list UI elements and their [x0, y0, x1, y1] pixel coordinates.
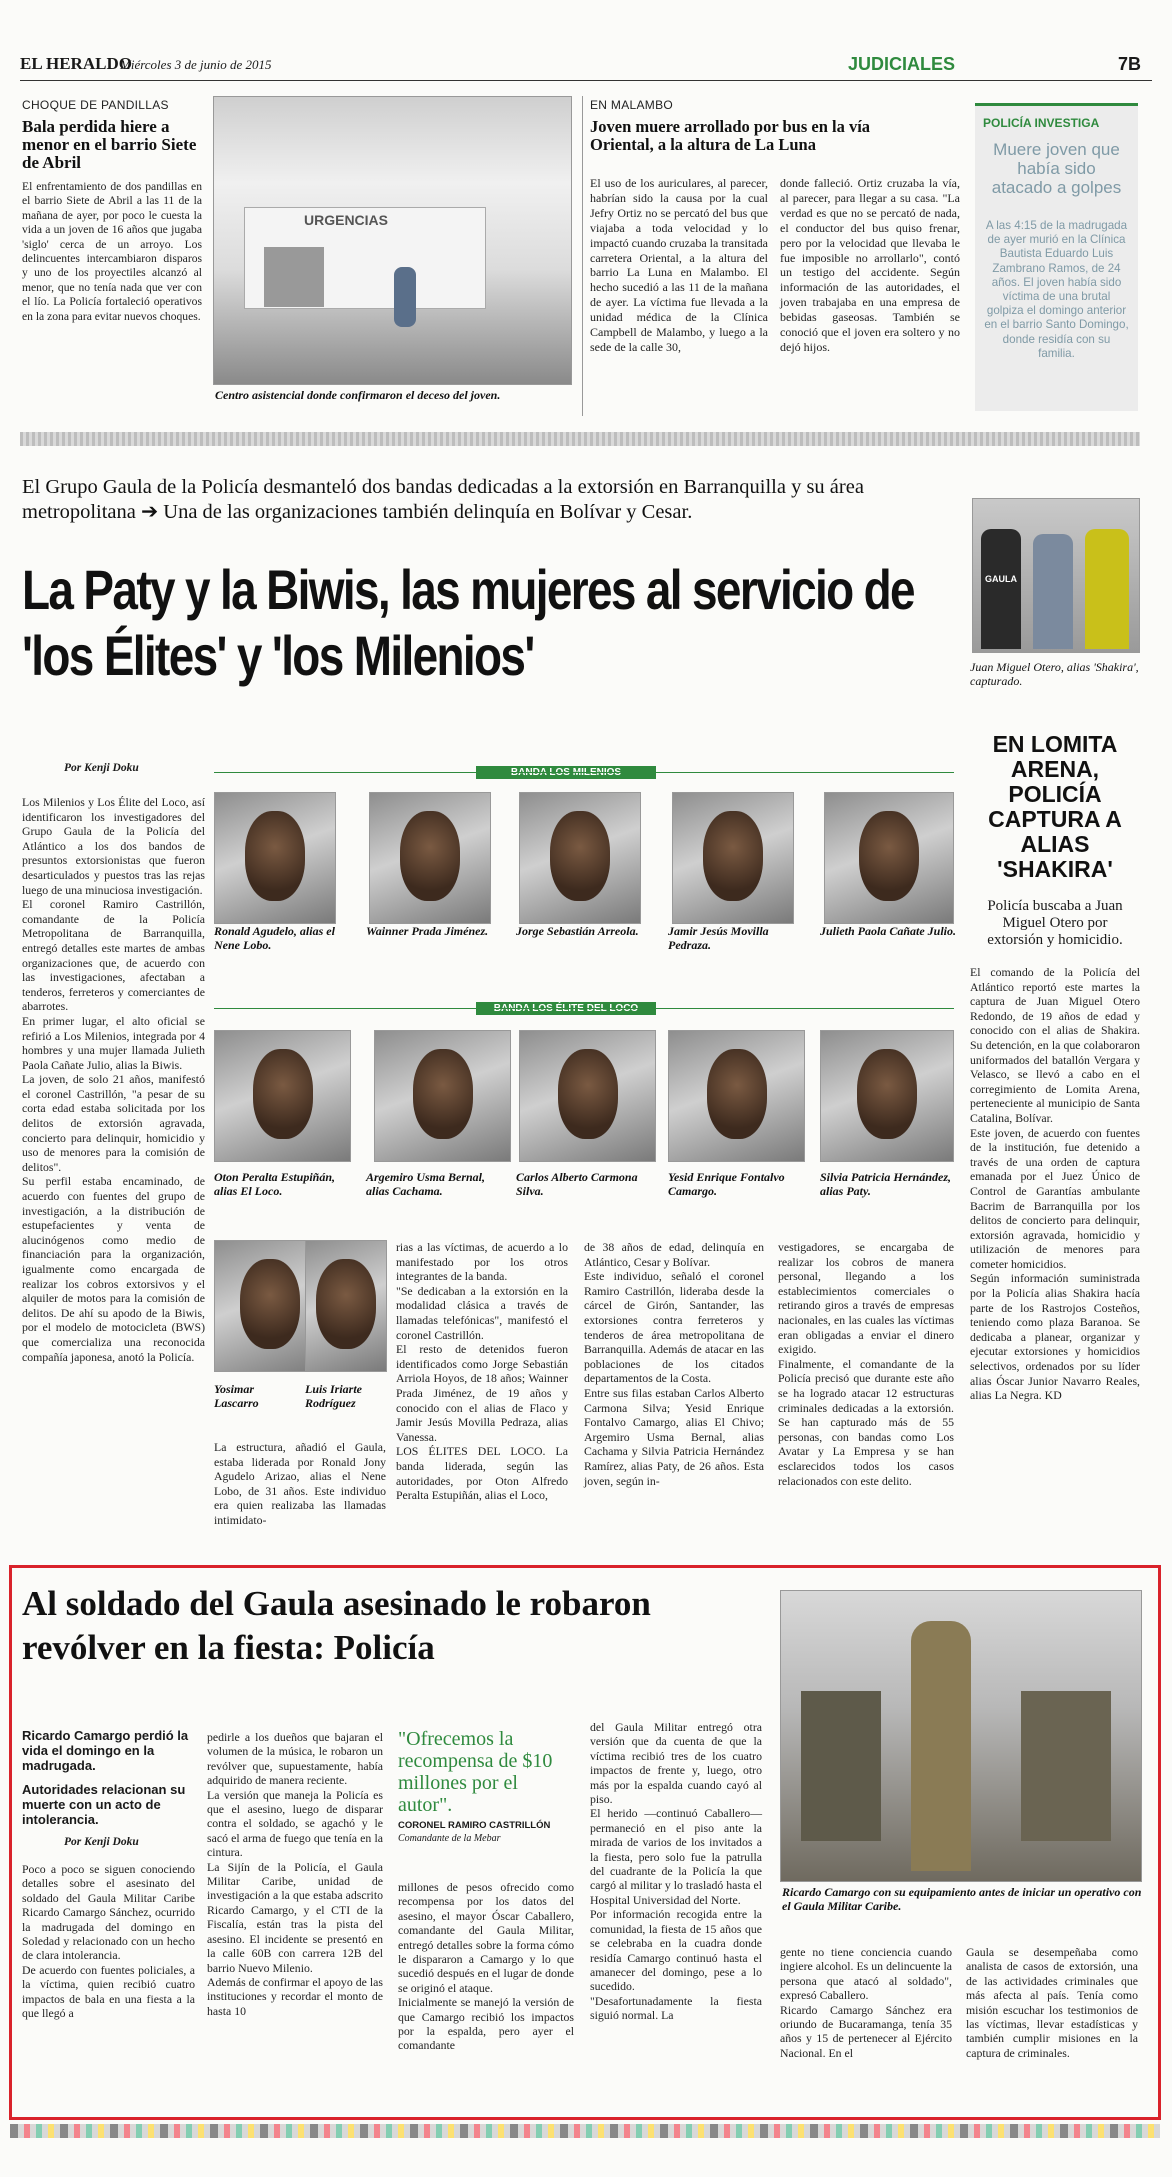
main-col3: rias a las víctimas, de acuerdo a lo manifestado por los otros integrantes de la banda. "Se dedicaban a la extorsión en la modalidad clásica a través de llamadas telefónicas", manifestó el coronel Castrillón. El resto de detenidos fueron identificados como Jorge Sebastián Arriola Hoyos, de 18 años; Wainner Prada Jiménez, de 19 años y conocido con el alias de Flaco y Jamir Jesús Movilla Pedraza, alias Vanessa. LOS ÉLITES DEL LOCO. La banda liderada, según las autoridades, por Oton Alfredo Peralta Estupiñán, alias el Loco,: [396, 1240, 568, 1503]
story-kicker: CHOQUE DE PANDILLAS: [22, 98, 169, 112]
story-pandillas: [22, 98, 202, 410]
story-headline: Bala perdida hiere a menor en el barrio Siete de Abril: [22, 117, 197, 172]
mugshot-caption: Jamir Jesús Movilla Pedraza.: [668, 924, 769, 952]
gaula-vest-text: GAULA: [985, 574, 1017, 584]
page-header: [20, 50, 1152, 81]
story-headline: Joven muere arrollado por bus en la vía Oriental, a la altura de La Luna: [590, 117, 871, 154]
quote-author: CORONEL RAMIRO CASTRILLÓN: [398, 1820, 551, 1831]
mugshot-caption: Ronald Agudelo, alias el Nene Lobo.: [214, 924, 335, 952]
mugshot-caption: Yesid Enrique Fontalvo Camargo.: [668, 1170, 785, 1198]
band1-photos: [214, 792, 959, 952]
main-deck: El Grupo Gaula de la Policía desmanteló dos bandas dedicadas a la extorsión en Barranquilla y su área metropolitana ➔ Una de las organizaciones también delinquía en Bolívar y Cesar.: [22, 476, 864, 523]
mugshot-caption: Yosimar Lascarro: [214, 1382, 259, 1410]
shakira-photo: [972, 498, 1140, 653]
urgencias-sign: URGENCIAS: [304, 212, 389, 228]
lead-1: Ricardo Camargo perdió la vida el domingo en la madrugada.: [22, 1728, 189, 1773]
story-col1: El uso de los auriculares, al parecer, habrían sido la causa por la cual Jefry Ortiz no se percató del bus que viajaba a toda velocidad y lo impactó cuando cruzaba la transitada carretera Oriental, a la altura del barrio La Luna en Malambo. El hecho sucedió a las 11 de la mañana de ayer. La víctima fue llevada a la unidad médica de la Clínica Campbell de Malambo, y luego a la sede de la calle 30,: [590, 176, 768, 354]
story-kicker: EN MALAMBO: [590, 98, 674, 112]
section-divider: [20, 432, 1140, 446]
story-malambo: [590, 98, 963, 413]
shakira-photo-caption: Juan Miguel Otero, alias 'Shakira', capturado.: [970, 660, 1139, 688]
mugshot-caption: Jorge Sebastián Arreola.: [516, 924, 639, 938]
story-col2: donde falleció. Ortiz cruzaba la vía, al parecer, para llegar a su casa. "La verdad es que no se percató de nada, el conductor del bus quiso frenar, pero por la velocidad que llevaba le fue imposible no arrollarlo", contó un testigo del accidente. Según información de las autoridades, el joven trabajaba en una empresa de bebidas gaseosas. También se conoció que el joven era soltero y no dejó hijos.: [780, 176, 960, 354]
band2-line: [214, 1008, 954, 1009]
paper-name: EL HERALDO: [20, 54, 132, 73]
main-headline: La Paty y la Biwis, las mujeres al servicio de 'los Élites' y 'los Milenios': [22, 558, 914, 687]
page-date: Miércoles 3 de junio de 2015: [120, 57, 272, 72]
box-headline: Muere joven que había sido atacado a golpes: [991, 140, 1122, 197]
policia-investiga-box: [975, 103, 1138, 411]
box-label: POLICÍA INVESTIGA: [983, 116, 1100, 130]
sidebar-body: El comando de la Policía del Atlántico reportó este martes la captura de Juan Miguel Otero Redondo, de 19 años de edad y conocido con el alias de Shakira. Su detención, en la que colaboraron uniformados del batallón Vergara y Velasco, se llevó a cabo en el corregimiento de Lomita Arena, perteneciente al municipio de Santa Catalina, Bolívar. Este joven, de acuerdo con fuentes de la institución, fue detenido a través de una orden de captura emanada por el Juez Único de Control de Garantías ambulante Bacrim de Barranquilla por los delitos de concierto para delinquir, extorsión agravada, homicidio y utilización de menores para cometer homicidios. Según información suministrada por la Policía alias Shakira hacía parte de los Rastrojos Costeños, teniendo como plaza Baranoa. Se dedicaba a planear, organizar y ejecutar extorsiones y homicidios selectivos, ordenados por su líder alias Óscar Junior Navarro Reales, alias La Negra. KD: [970, 965, 1140, 1403]
hospital-photo: [213, 96, 572, 385]
hospital-photo-caption: Centro asistencial donde confirmaron el deceso del joven.: [215, 388, 501, 402]
mugshot: [668, 1030, 805, 1162]
lead-2: Autoridades relacionan su muerte con un acto de intolerancia.: [22, 1782, 186, 1827]
bottom-byline: Por Kenji Doku: [64, 1836, 139, 1848]
pull-quote: "Ofrecemos la recompensa de $10 millones por el autor".: [398, 1728, 553, 1816]
mugshot: [305, 1240, 387, 1372]
mugshot: [519, 1030, 656, 1162]
mugshot: [519, 792, 641, 924]
quote-role: Comandante de la Mebar: [398, 1833, 501, 1844]
soldier-photo-caption: Ricardo Camargo con su equipamiento antes de iniciar un operativo con el Gaula Militar Caribe.: [782, 1885, 1142, 1913]
main-col5: vestigadores, se encargaba de realizar los cobros de manera personal, llegando a los establecimientos comerciales o retirando giros a través de empresas nacionales, en las cuales las víctimas eran obligadas a enviar el dinero exigido. Finalmente, el comandante de la Policía precisó que durante este año se ha logrado atacar 12 estructuras criminales dedicadas a la extorsión. Se han capturado más de 55 personas, con bandas como Los Avatar y La Empresa y se han esclarecidos todos los casos relacionados con este delito.: [778, 1240, 954, 1488]
print-registration-bar: [10, 2124, 1160, 2138]
mugshot-caption: Luis Iriarte Rodríguez: [305, 1382, 363, 1410]
byline: Por Kenji Doku: [64, 762, 139, 774]
bottom-headline: Al soldado del Gaula asesinado le robaron revólver en la fiesta: Policía: [22, 1584, 651, 1667]
mugshot: [672, 792, 794, 924]
mugshot: [820, 1030, 954, 1162]
story-body: El enfrentamiento de dos pandillas en el barrio Siete de Abril a las 11 de la mañana de ayer, por poco le cuesta la vida a un joven de 16 años que jugaba 'siglo' cerca de un arroyo. Los delincuentes intercambiaron disparos y uno de los proyectiles alcanzó al menor, que no tenía nada que ver con el lío. La Policía fortaleció operativos en la zona para evitar nuevos choques.: [22, 180, 202, 323]
mugshot: [374, 1030, 511, 1162]
section-name: JUDICIALES: [848, 54, 956, 74]
soldier-photo: [780, 1590, 1142, 1882]
bottom-col6: Gaula se desempeñaba como analista de casos de extorsión, una de las actividades criminales que más afecta al país. Tenía como misión escuchar los testimonios de las víctimas, llevar estadísticas y también cumplir misiones en la captura de criminales.: [966, 1945, 1138, 2060]
mugshot-caption: Carlos Alberto Carmona Silva.: [516, 1170, 638, 1198]
mugshot-caption: Oton Peralta Estupiñán, alias El Loco.: [214, 1170, 336, 1198]
main-col4: de 38 años de edad, delinquía en Atlántico, Cesar y Bolívar. Este individuo, señaló el coronel Ramiro Castrillón, lideraba desde la cárcel de Girón, Santander, las extorsiones contra ferreteros y tenderos de área metropolitana de Barranquilla. Además de atacar en las poblaciones de los citados departamentos de la Costa. Entre sus filas estaban Carlos Alberto Carmona Silva; Yesid Enrique Fontalvo Camargo, alias El Chivo; Argemiro Usma Bernal, alias Cachama y Silvia Patricia Hernández Ramírez, alias Paty, de 26 años. Esta joven, según in-: [584, 1240, 764, 1488]
mugshot: [214, 1030, 351, 1162]
mugshot: [369, 792, 491, 924]
mugshot-caption: Silvia Patricia Hernández, alias Paty.: [820, 1170, 952, 1198]
mugshot-caption: Argemiro Usma Bernal, alias Cachama.: [366, 1170, 486, 1198]
mugshot-caption: Wainner Prada Jiménez.: [366, 924, 489, 938]
mugshot-caption: Julieth Paola Cañate Julio.: [820, 924, 957, 938]
bottom-col5: gente no tiene conciencia cuando ingiere alcohol. Es un delincuente la persona que atacó al soldado", expresó Caballero. Ricardo Camargo Sánchez era oriundo de Bucaramanga, tenía 35 años y 15 de pertenecer al Ejército Nacional. En el: [780, 1945, 952, 2060]
main-col2: La estructura, añadió el Gaula, estaba liderada por Ronald Jony Agudelo Arizao, alias el Nene Lobo, de 31 años. Este individuo era quien realizaba las llamadas intimidato-: [214, 1440, 386, 1527]
band1-line: [214, 772, 954, 773]
mugshot: [214, 792, 336, 924]
bottom-col1: Poco a poco se siguen conociendo detalles sobre el asesinato del soldado del Gaula Militar Caribe Ricardo Camargo Sánchez, ocurrido la madrugada del domingo en Soledad y relacionado con un hecho de clara intolerancia. De acuerdo con fuentes policiales, a la víctima, quien recibió cuatro impactos de bala en una fiesta a la que llegó a: [22, 1862, 195, 2021]
mugshot: [824, 792, 954, 924]
box-body: A las 4:15 de la madrugada de ayer murió en la Clínica Bautista Eduardo Luis Zambrano Ramos, de 24 años. El joven había sido víctima de una brutal golpiza el domingo anterior en el barrio Santo Domingo, donde residía con su familia.: [984, 219, 1129, 360]
sidebar-deck: Policía buscaba a Juan Miguel Otero por extorsión y homicidio.: [987, 898, 1123, 948]
band2-photos: [214, 1030, 959, 1210]
bottom-col3: millones de pesos ofrecido como recompensa por los datos del asesino, el mayor Óscar Caballero, comandante del Gaula Militar, entregó detalles sobre la forma cómo le dispararon a Camargo y lo que sucedió después en el lugar de donde se originó el ataque. Inicialmente se manejó la versión de que Camargo recibió los impactos por la espalda, pero ayer el comandante: [398, 1880, 574, 2053]
main-col1: Los Milenios y Los Élite del Loco, así identificaron los investigadores del Grupo Gaula de la Policía del Atlántico a los dos bandos de presuntos extorsionistas que fueron desarticulados y puestos tras las rejas luego de una minuciosa investigación. El coronel Ramiro Castrillón, comandante de la Policía Metropolitana de Barranquilla, entregó detalles este martes de ambas organizaciones que, de acuerdo con las investigaciones, afectaban a tenderos, ferreteros y comerciantes de abarrotes. En primer lugar, el alto oficial se refirió a Los Milenios, integrada por 4 hombres y una mujer llamada Julieth Paola Cañate Julio, alias la Biwis. La joven, de solo 21 años, manifestó el coronel Castrillón, "a pesar de su corta edad estaba solicitada por los delitos de extorsión agravada, concierto para delinquir, homicidio y uso de menores para la comisión de delitos". Su perfil estaba encaminado, de acuerdo con fuentes del grupo de investigación, a la distribución de estupefacientes y venta de alucinógenos como medio de financiación para la organización, igualmente como encargada de realizar los cobros extorsivos y el alquiler de motos para la comisión de delitos. De ahí su apodo de la Biwis, por el modelo de motocicleta (BWS) que comercializa una reconocida compañía japonesa, anotó la Policía.: [22, 795, 205, 1364]
page-number: 7B: [1118, 54, 1142, 74]
bottom-col4: del Gaula Militar entregó otra versión que da cuenta de que la víctima recibió tres de los cuatro impactos de frente y, luego, otro más por la espalda cuando cayó al piso. El herido —continuó Caballero— permaneció en el piso ante la mirada de varios de los invitados a la fiesta, pero solo fue la patrulla del cuadrante de la Policía la que cargó al militar y lo trasladó hasta el Hospital Universidad del Norte. Por información recogida entre la comunidad, la fiesta de 15 años que se celebraba en la cuadra donde residía Camargo continuó hasta el amanecer del domingo, pese a lo sucedido. "Desafortunadamente la fiesta siguió normal. La: [590, 1720, 762, 2023]
sidebar-headline: EN LOMITA ARENA, POLICÍA CAPTURA A ALIAS 'SHAKIRA': [988, 731, 1122, 882]
bottom-col2: pedirle a los dueños que bajaran el volumen de la música, le robaron un revólver que, supuestamente, había adquirido de manera reciente. La versión que maneja la Policía es que el asesino, luego de disparar contra el soldado, se agachó y le sacó el arma de fuego que tenía en la cintura. La Sijín de la Policía, el Gaula Militar Caribe, unidad de investigación a la que estaba adscrito Ricardo Camargo, y el CTI de la Fiscalía, están tras la pista del asesino. El incidente se presentó en la calle 60B con carrera 12B del barrio Nuevo Milenio. Además de confirmar el apoyo de las instituciones y recordar el monto de hasta 10: [207, 1730, 383, 2018]
